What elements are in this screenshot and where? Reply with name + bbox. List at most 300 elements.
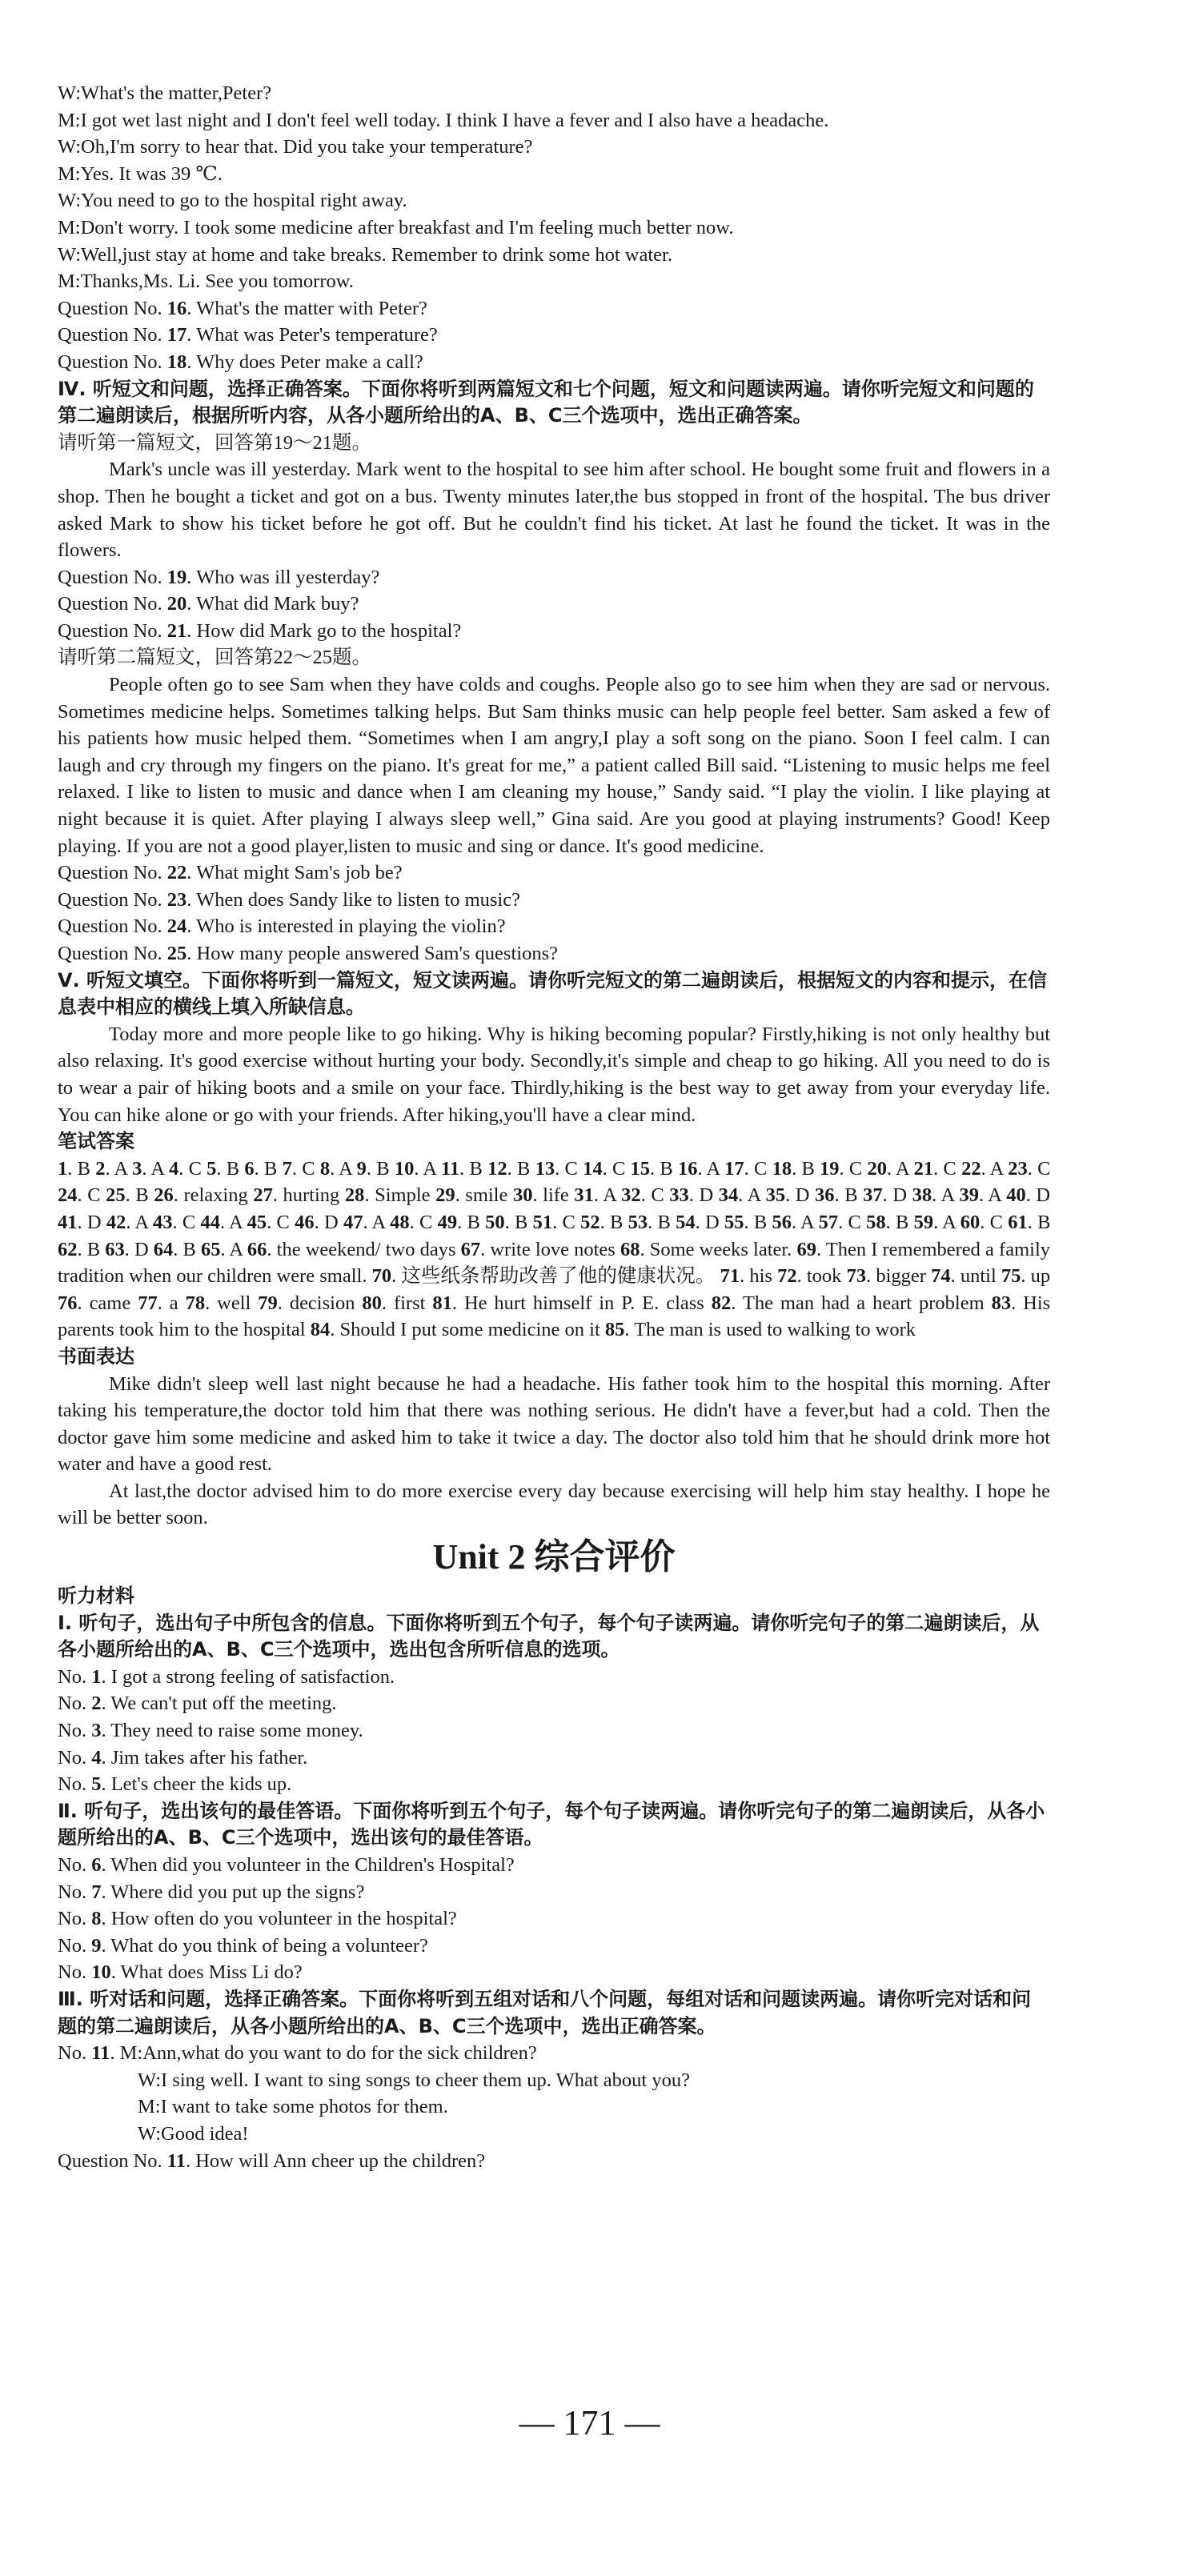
answer-number: 48 xyxy=(390,1211,410,1233)
passage-intro: 请听第一篇短文，回答第19～21题。 xyxy=(58,431,371,454)
answer-value: The man had a heart problem xyxy=(742,1292,985,1314)
answer-value: took xyxy=(806,1265,842,1288)
answer-item: 63. D xyxy=(105,1238,149,1260)
sentence-item: No. 2. We can't put off the meeting. xyxy=(58,1693,337,1715)
answer-item: 2. A xyxy=(95,1157,127,1180)
sentence-item: No. 4. Jim takes after his father. xyxy=(58,1746,308,1769)
answer-item: 52. B xyxy=(580,1211,624,1233)
passage-text: People often go to see Sam when they have colds and coughs. People also go to see him when they are sad or nervous. Sometimes medicine helps. Sometimes talking helps. But Sam thinks music can help people feel better. Sam asked a few of his patients how music helped them. “Sometimes when I am angry,I play a soft song on the piano. Soon I feel calm. I can laugh and cry through my fingers on the piano. It's great for me,” a patient called Bill said. “Listening to music helps me feel relaxed. I like to listen to music and dance when I am cleaning my house,” Sandy said. “I play the violin. I like playing at night because it is quiet. After playing I always sleep well,” Gina said. Are you good at playing instruments? Good! Keep playing. If you are not a good player,listen to music and sing or dance. It's good medicine. xyxy=(58,674,1050,857)
answer-value: decision xyxy=(289,1292,355,1314)
answer-number: 73 xyxy=(846,1265,867,1288)
answer-item: 64. B xyxy=(153,1238,196,1260)
answer-number: 18 xyxy=(772,1157,792,1180)
question-line: Question No. 22. What might Sam's job be? xyxy=(58,862,403,884)
answer-number: 17 xyxy=(724,1157,744,1180)
answer-value: B xyxy=(264,1157,278,1180)
answer-item: 75. up xyxy=(1001,1265,1051,1288)
answer-number: 55 xyxy=(724,1211,744,1233)
answer-item: 59. A xyxy=(913,1211,956,1233)
answer-item: 21. C xyxy=(913,1157,956,1180)
sentence-item: No. 10. What does Miss Li do? xyxy=(58,1961,303,1984)
answer-number: 79 xyxy=(258,1292,278,1314)
dialogue-line: W:I sing well. I want to sing songs to cheer them up. What about you? xyxy=(138,2069,690,2091)
answer-value: came xyxy=(89,1292,131,1314)
answer-value: B xyxy=(1037,1211,1051,1233)
answer-value: D xyxy=(795,1184,810,1207)
answer-item: 32. C xyxy=(621,1184,664,1207)
answer-item: 12. B xyxy=(487,1157,531,1180)
answer-number: 3 xyxy=(132,1157,142,1180)
answer-number: 80 xyxy=(362,1292,382,1314)
answer-number: 51 xyxy=(532,1211,553,1233)
answer-value: write love notes xyxy=(490,1238,616,1260)
question-line: Question No. 16. What's the matter with Peter? xyxy=(58,297,427,319)
answer-item: 67. write love notes xyxy=(460,1238,616,1260)
answer-number: 36 xyxy=(815,1184,835,1207)
answer-value: well xyxy=(217,1292,251,1314)
answer-value: C xyxy=(848,1211,861,1233)
answer-value: B xyxy=(660,1157,673,1180)
question-line: Question No. 23. When does Sandy like to listen to music? xyxy=(58,888,520,911)
answer-item: 30. life xyxy=(512,1184,569,1207)
answer-value: B xyxy=(467,1211,480,1233)
answer-item: 76. came xyxy=(58,1292,131,1314)
answer-value: B xyxy=(801,1157,815,1180)
answer-value: C xyxy=(989,1211,1004,1233)
answer-item: 28. Simple xyxy=(344,1184,431,1207)
answer-item: 18. B xyxy=(772,1157,815,1180)
question-line: Question No. 17. What was Peter's temperature? xyxy=(58,324,438,347)
answer-value: B xyxy=(226,1157,240,1180)
answer-number: 75 xyxy=(1001,1265,1021,1288)
answer-value: B xyxy=(844,1184,858,1207)
answer-item: 48. C xyxy=(390,1211,433,1233)
answer-item: 56. A xyxy=(772,1211,814,1233)
answer-item: 83. His parents took him to the hospital xyxy=(58,1292,1051,1341)
sentence-item: No. 6. When did you volunteer in the Children's Hospital? xyxy=(58,1854,515,1876)
section-heading: Ⅲ. 听对话和问题，选择正确答案。下面你将听到五组对话和八个问题，每组对话和问题读两遍。请你听完对话和问题的第二遍朗读后，从各小题所给出的A、B、C三个选项中，选出正确答案。 xyxy=(58,1987,1032,2037)
answer-item: 57. C xyxy=(818,1211,861,1233)
question-list xyxy=(58,295,1050,376)
answer-number: 24 xyxy=(58,1184,78,1207)
answer-number: 12 xyxy=(487,1157,507,1180)
answer-value: B xyxy=(896,1211,909,1233)
answer-number: 30 xyxy=(512,1184,533,1207)
answer-value: A xyxy=(229,1211,243,1233)
answer-number: 27 xyxy=(253,1184,273,1207)
answer-item: 39. A xyxy=(959,1184,1001,1207)
answer-item: 41. D xyxy=(58,1211,102,1233)
answer-item: 5. B xyxy=(207,1157,240,1180)
dialogue-line: W:Oh,I'm sorry to hear that. Did you take your temperature? xyxy=(58,136,533,158)
answer-value: C xyxy=(564,1157,578,1180)
answer-value: life xyxy=(543,1184,569,1207)
writing-heading: 书面表达 xyxy=(58,1344,134,1368)
answer-number: 50 xyxy=(485,1211,505,1233)
writing-paragraph: At last,the doctor advised him to do more exercise every day because exercising will help him stay healthy. I hope he will be better soon. xyxy=(58,1480,1050,1529)
answer-number: 78 xyxy=(185,1292,206,1314)
answer-value: His parents took him to the hospital xyxy=(58,1292,1051,1341)
answer-value: B xyxy=(610,1211,624,1233)
answer-value: B xyxy=(469,1157,483,1180)
answer-number: 20 xyxy=(867,1157,888,1180)
answer-item: 45. C xyxy=(247,1211,290,1233)
answer-number: 64 xyxy=(153,1238,174,1260)
answer-number: 23 xyxy=(1008,1157,1028,1180)
answer-value: A xyxy=(989,1157,1003,1180)
answer-value: C xyxy=(1037,1157,1051,1180)
answer-item: 77. a xyxy=(138,1292,178,1314)
answer-number: 8 xyxy=(319,1157,331,1180)
answer-item: 36. B xyxy=(815,1184,858,1207)
passage-intro: 请听第二篇短文，回答第22～25题。 xyxy=(58,647,371,669)
answer-number: 76 xyxy=(58,1292,78,1314)
answer-value: Simple xyxy=(375,1184,431,1207)
answer-number: 72 xyxy=(777,1265,797,1288)
answer-value: B xyxy=(376,1157,390,1180)
answer-value: C xyxy=(943,1157,956,1180)
answer-value: B xyxy=(657,1211,671,1233)
answer-value: Then I remembered a family tradition when our children were small. xyxy=(58,1238,1051,1288)
answer-value: A xyxy=(747,1184,760,1207)
answer-item: 31. A xyxy=(574,1184,616,1207)
answer-item: 13. C xyxy=(535,1157,578,1180)
answer-number: 35 xyxy=(765,1184,786,1207)
answer-value: C xyxy=(87,1184,101,1207)
answer-value: C xyxy=(651,1184,664,1207)
answer-number: 81 xyxy=(432,1292,452,1314)
answer-value: Should I put some medicine on it xyxy=(339,1319,600,1341)
answer-number: 21 xyxy=(913,1157,934,1180)
answer-value: A xyxy=(706,1157,720,1180)
answer-number: 4 xyxy=(168,1157,179,1180)
answer-value: A xyxy=(942,1211,956,1233)
answer-item: 20. A xyxy=(867,1157,909,1180)
answer-number: 25 xyxy=(106,1184,126,1207)
answer-value: B xyxy=(182,1238,196,1260)
answer-number: 46 xyxy=(295,1211,315,1233)
listening-heading: 听力材料 xyxy=(58,1584,134,1608)
question-line: Question No. 24. Who is interested in playing the violin? xyxy=(58,915,506,938)
answer-item: 24. C xyxy=(58,1184,101,1207)
answer-item: 60. C xyxy=(960,1211,1004,1233)
answer-value: D xyxy=(134,1238,149,1260)
answer-item: 16. A xyxy=(678,1157,720,1180)
answer-key xyxy=(58,1156,1050,1344)
answer-value: A xyxy=(114,1157,127,1180)
answer-number: 61 xyxy=(1008,1211,1028,1233)
dialogue-line: M:I got wet last night and I don't feel well today. I think I have a fever and I also have a headache. xyxy=(58,109,829,131)
answer-number: 70 xyxy=(371,1265,392,1288)
answer-value: A xyxy=(371,1211,385,1233)
dialogue-line: M:Thanks,Ms. Li. See you tomorrow. xyxy=(58,270,354,293)
answer-item: 11. B xyxy=(441,1157,483,1180)
sentence-item: No. 3. They need to raise some money. xyxy=(58,1720,363,1742)
dialogue-line: No. 11. M:Ann,what do you want to do for the sick children? xyxy=(58,2042,537,2065)
answer-number: 60 xyxy=(960,1211,980,1233)
answer-value: hurting xyxy=(283,1184,340,1207)
answer-value: A xyxy=(896,1157,909,1180)
answer-item: 55. B xyxy=(724,1211,768,1233)
dialogue-line: W:You need to go to the hospital right away. xyxy=(58,190,407,212)
answer-number: 2 xyxy=(95,1157,106,1180)
answer-value: his xyxy=(749,1265,772,1288)
answer-number: 26 xyxy=(154,1184,174,1207)
answer-number: 58 xyxy=(866,1211,886,1233)
answer-item: 19. C xyxy=(820,1157,863,1180)
answer-item: 22. A xyxy=(961,1157,1003,1180)
answer-value: first xyxy=(393,1292,426,1314)
answer-number: 31 xyxy=(574,1184,594,1207)
answers-heading: 笔试答案 xyxy=(58,1130,134,1153)
answer-number: 19 xyxy=(820,1157,840,1180)
page-number: — 171 — xyxy=(519,2403,660,2442)
dialogue-script xyxy=(58,80,1050,295)
answer-value: D xyxy=(324,1211,339,1233)
answer-item: 10. A xyxy=(394,1157,436,1180)
answer-value: relaxing xyxy=(183,1184,248,1207)
answer-number: 53 xyxy=(628,1211,648,1233)
answer-item: 38. A xyxy=(912,1184,954,1207)
answer-number: 54 xyxy=(676,1211,696,1233)
dialogue-line: M:Yes. It was 39 ℃. xyxy=(58,162,223,185)
answer-value: C xyxy=(182,1211,196,1233)
answer-item: 33. D xyxy=(669,1184,714,1207)
answer-value: A xyxy=(940,1184,954,1207)
answer-value: A xyxy=(423,1157,436,1180)
answer-item: 34. A xyxy=(718,1184,760,1207)
answer-item: 54. D xyxy=(676,1211,720,1233)
answer-value: 这些纸条帮助改善了他的健康状况。 xyxy=(401,1265,716,1288)
sentence-item: No. 7. Where did you put up the signs? xyxy=(58,1881,365,1903)
sentence-item: No. 8. How often do you volunteer in the hospital? xyxy=(58,1908,457,1930)
answer-number: 10 xyxy=(394,1157,415,1180)
answer-value: C xyxy=(188,1157,202,1180)
answer-number: 22 xyxy=(961,1157,981,1180)
answer-value: Some weeks later. xyxy=(649,1238,792,1260)
section-heading: Ⅰ. 听句子，选出句子中所包含的信息。下面你将听到五个句子，每个句子读两遍。请你听完句子的第二遍朗读后，从各小题所给出的A、B、C三个选项中，选出包含所听信息的选项。 xyxy=(58,1611,1040,1661)
answer-number: 7 xyxy=(282,1157,292,1180)
unit-title: Unit 2 综合评价 xyxy=(432,1537,676,1577)
answer-item: 70. 这些纸条帮助改善了他的健康状况。 xyxy=(371,1265,716,1288)
answer-item: 84. Should I put some medicine on it xyxy=(310,1319,600,1341)
answer-item: 8. A xyxy=(319,1157,352,1180)
answer-value: C xyxy=(419,1211,433,1233)
answer-item: 40. D xyxy=(1006,1184,1051,1207)
answer-number: 77 xyxy=(138,1292,158,1314)
answer-item: 61. B xyxy=(1008,1211,1051,1233)
answer-value: the weekend/ two days xyxy=(276,1238,456,1260)
answer-number: 45 xyxy=(247,1211,267,1233)
answer-value: B xyxy=(135,1184,149,1207)
answer-item: 82. The man had a heart problem xyxy=(711,1292,985,1314)
answer-item: 9. B xyxy=(356,1157,390,1180)
answer-value: The man is used to walking to work xyxy=(634,1319,916,1341)
answer-item: 43. C xyxy=(153,1211,196,1233)
answer-item: 79. decision xyxy=(258,1292,355,1314)
answer-number: 11 xyxy=(441,1157,460,1180)
answer-number: 9 xyxy=(356,1157,367,1180)
answer-item: 72. took xyxy=(777,1265,842,1288)
dialogue-line: W:Well,just stay at home and take breaks. Remember to drink some hot water. xyxy=(58,243,672,266)
answer-item: 85. The man is used to walking to work xyxy=(604,1319,916,1341)
answer-item: 62. B xyxy=(58,1238,101,1260)
answer-number: 41 xyxy=(58,1211,78,1233)
answer-number: 82 xyxy=(711,1292,732,1314)
question-line: Question No. 18. Why does Peter make a call? xyxy=(58,351,423,373)
section-heading: Ⅱ. 听句子，选出该句的最佳答语。下面你将听到五个句子，每个句子读两遍。请你听完句子的第二遍朗读后，从各小题所给出的A、B、C三个选项中，选出该句的最佳答语。 xyxy=(58,1799,1045,1849)
answer-item: 27. hurting xyxy=(253,1184,340,1207)
answer-value: C xyxy=(562,1211,575,1233)
answer-item: 81. He hurt himself in P. E. class xyxy=(432,1292,704,1314)
sentence-item: No. 1. I got a strong feeling of satisfaction. xyxy=(58,1665,395,1688)
answer-number: 34 xyxy=(718,1184,739,1207)
answer-item: 80. first xyxy=(362,1292,426,1314)
answer-number: 52 xyxy=(580,1211,600,1233)
answer-value: D xyxy=(699,1184,714,1207)
answer-value: B xyxy=(515,1211,528,1233)
answer-value: B xyxy=(753,1211,768,1233)
answer-value: bigger xyxy=(876,1265,926,1288)
question-line: Question No. 19. Who was ill yesterday? xyxy=(58,566,380,588)
answer-value: A xyxy=(229,1238,243,1260)
answer-value: A xyxy=(134,1211,148,1233)
answer-value: B xyxy=(517,1157,531,1180)
answer-number: 39 xyxy=(959,1184,979,1207)
dialogue-line: M:I want to take some photos for them. xyxy=(138,2096,448,2118)
answer-value: until xyxy=(960,1265,997,1288)
question-line: Question No. 11. How will Ann cheer up the children? xyxy=(58,2149,486,2172)
question-line: Question No. 25. How many people answered Sam's questions? xyxy=(58,943,558,964)
answer-item: 35. D xyxy=(765,1184,810,1207)
answer-number: 85 xyxy=(604,1319,625,1341)
answer-number: 56 xyxy=(772,1211,792,1233)
answer-number: 44 xyxy=(200,1211,220,1233)
answer-number: 14 xyxy=(583,1157,603,1180)
answer-value: C xyxy=(302,1157,315,1180)
answer-value: C xyxy=(848,1157,863,1180)
answer-item: 3. A xyxy=(132,1157,164,1180)
answer-value: B xyxy=(86,1238,101,1260)
passage-text: Today more and more people like to go hiking. Why is hiking becoming popular? Firstly,hiking is not only healthy but also relaxing. It's good exercise without hurting your body. Secondly,it's simple and cheap to go hiking. All you need to do is to wear a pair of hiking boots and a smile on your face. Thirdly,hiking is the best way to get away from your everyday life. You can hike alone or go with your friends. After hiking,you'll have a clear mind. xyxy=(58,1023,1050,1126)
answer-number: 1 xyxy=(58,1157,68,1180)
answer-number: 49 xyxy=(437,1211,458,1233)
section-heading: Ⅴ. 听短文填空。下面你将听到一篇短文，短文读两遍。请你听完短文的第二遍朗读后，根据短文的内容和提示，在信息表中相应的横线上填入所缺信息。 xyxy=(58,968,1048,1019)
answer-item: 65. A xyxy=(201,1238,243,1260)
answer-number: 40 xyxy=(1006,1184,1026,1207)
answer-number: 63 xyxy=(105,1238,125,1260)
answer-number: 57 xyxy=(818,1211,839,1233)
answer-number: 32 xyxy=(621,1184,641,1207)
answer-item: 26. relaxing xyxy=(154,1184,248,1207)
answer-number: 84 xyxy=(310,1319,331,1341)
answer-value: A xyxy=(603,1184,616,1207)
answer-number: 43 xyxy=(153,1211,173,1233)
answer-value: A xyxy=(339,1157,352,1180)
answer-item: 37. D xyxy=(863,1184,908,1207)
answer-value: D xyxy=(86,1211,102,1233)
answer-item: 47. A xyxy=(343,1211,385,1233)
answer-value: C xyxy=(612,1157,626,1180)
answer-number: 69 xyxy=(796,1238,816,1260)
question-line: Question No. 21. How did Mark go to the hospital? xyxy=(58,619,462,642)
answer-item: 29. smile xyxy=(435,1184,508,1207)
answer-number: 74 xyxy=(931,1265,951,1288)
answer-number: 42 xyxy=(106,1211,126,1233)
answer-number: 67 xyxy=(460,1238,481,1260)
answer-number: 83 xyxy=(991,1292,1012,1314)
answer-item: 46. D xyxy=(295,1211,339,1233)
sentence-item: No. 5. Let's cheer the kids up. xyxy=(58,1773,292,1796)
answer-number: 29 xyxy=(435,1184,455,1207)
answer-number: 37 xyxy=(863,1184,883,1207)
answer-number: 33 xyxy=(669,1184,689,1207)
answer-number: 62 xyxy=(58,1238,78,1260)
answer-number: 28 xyxy=(344,1184,365,1207)
answer-value: He hurt himself in P. E. class xyxy=(463,1292,704,1314)
answer-item: 69. Then I remembered a family tradition when our children were small. xyxy=(58,1238,1051,1288)
answer-item: 66. the weekend/ two days xyxy=(247,1238,456,1260)
answer-number: 71 xyxy=(720,1265,740,1288)
answer-item: 53. B xyxy=(628,1211,671,1233)
answer-item: 17. C xyxy=(724,1157,768,1180)
passage-text: Mark's uncle was ill yesterday. Mark went to the hospital to see him after school. He bought some fruit and flowers in a shop. Then he bought a ticket and got on a bus. Twenty minutes later,the bus stopped in front of the hospital. The bus driver asked Mark to show his ticket before he got off. But he couldn't find his ticket. At last he found the ticket. It was in the flowers. xyxy=(58,459,1050,562)
answer-value: up xyxy=(1030,1265,1051,1288)
writing-paragraph: Mike didn't sleep well last night because he had a headache. His father took him to the hospital this morning. After taking his temperature,the doctor told him that there was nothing serious. He didn't have a fever,but had a cold. Then the doctor gave him some medicine and asked him to take it twice a day. The doctor also told him that he should drink more hot water and have a good rest. xyxy=(58,1372,1050,1476)
answer-number: 47 xyxy=(343,1211,363,1233)
answer-number: 59 xyxy=(913,1211,934,1233)
answer-item: 42. A xyxy=(106,1211,148,1233)
answer-number: 13 xyxy=(535,1157,555,1180)
answer-item: 68. Some weeks later. xyxy=(620,1238,792,1260)
answer-item: 50. B xyxy=(485,1211,528,1233)
answer-item: 1. B xyxy=(58,1157,90,1180)
answer-item: 51. C xyxy=(532,1211,575,1233)
answer-value: A xyxy=(150,1157,164,1180)
answer-value: C xyxy=(276,1211,290,1233)
answer-number: 6 xyxy=(244,1157,255,1180)
answer-number: 15 xyxy=(630,1157,651,1180)
dialogue-line: W:Good idea! xyxy=(138,2122,249,2145)
answer-item: 71. his xyxy=(720,1265,772,1288)
answer-value: A xyxy=(988,1184,1001,1207)
answer-item: 15. B xyxy=(630,1157,673,1180)
dialogue-line: W:What's the matter,Peter? xyxy=(58,82,272,104)
answer-value: D xyxy=(1036,1184,1051,1207)
answer-number: 38 xyxy=(912,1184,932,1207)
answer-value: D xyxy=(892,1184,908,1207)
answer-value: a xyxy=(169,1292,178,1314)
answer-value: D xyxy=(705,1211,720,1233)
answer-item: 78. well xyxy=(185,1292,251,1314)
answer-value: C xyxy=(753,1157,768,1180)
answer-number: 16 xyxy=(678,1157,698,1180)
dialogue-line: M:Don't worry. I took some medicine after breakfast and I'm feeling much better now. xyxy=(58,216,734,238)
page-content xyxy=(58,80,1050,2174)
answer-number: 65 xyxy=(201,1238,221,1260)
answer-value: smile xyxy=(465,1184,508,1207)
answer-item: 73. bigger xyxy=(846,1265,926,1288)
answer-item: 49. B xyxy=(437,1211,480,1233)
answer-item: 7. C xyxy=(282,1157,315,1180)
question-line: Question No. 20. What did Mark buy? xyxy=(58,593,359,615)
answer-value: B xyxy=(77,1157,90,1180)
answer-item: 6. B xyxy=(244,1157,278,1180)
answer-number: 68 xyxy=(620,1238,640,1260)
answer-item: 14. C xyxy=(583,1157,626,1180)
answer-item: 44. A xyxy=(200,1211,243,1233)
answer-value: A xyxy=(800,1211,814,1233)
